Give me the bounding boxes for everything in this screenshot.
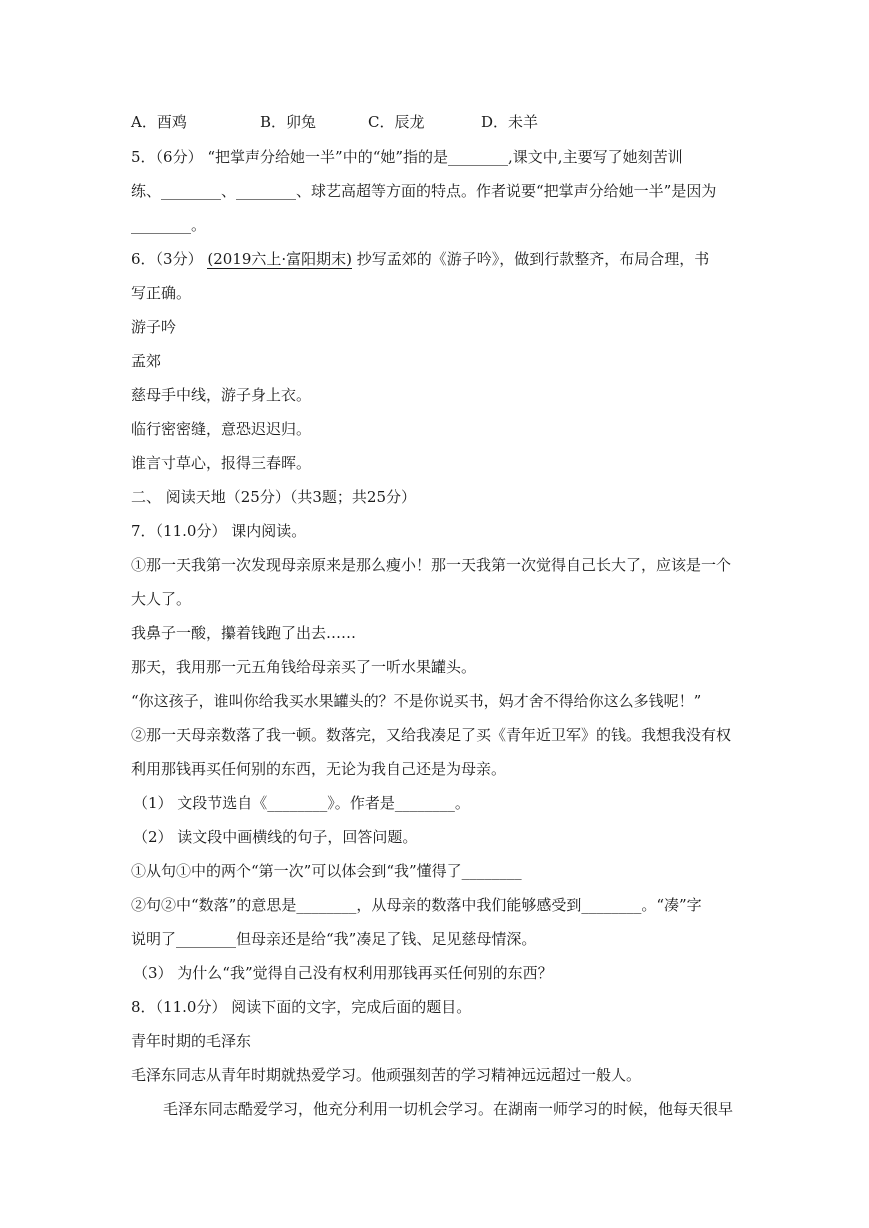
question-6-source-link[interactable]: (2019六上·富阳期末) (207, 250, 353, 268)
question-5-line-2: 练、________、________、球艺高超等方面的特点。作者说要“把掌声分给她一半”是因为 (131, 182, 717, 200)
poem-title: 游子吟 (131, 318, 177, 336)
q7-sub-question-2a: ①从句①中的两个“第一次”可以体会到“我”懂得了________ (131, 862, 522, 880)
option-c: C．辰龙 (368, 113, 425, 131)
question-5-line-3: ________。 (131, 216, 207, 234)
q7-sub-question-1: （1） 文段节选自《________》。作者是________。 (133, 794, 470, 812)
q7-passage-p5-line-1: ②那一天母亲数落了我一顿。数落完，又给我凑足了买《青年近卫军》的钱。我想我没有权 (131, 726, 732, 744)
q7-sub-question-2b-line-1: ②句②中“数落”的意思是________，从母亲的数落中我们能够感受到________。“凑”字 (131, 896, 702, 914)
option-b: B．卯兔 (260, 113, 317, 131)
option-d: D．未羊 (481, 113, 539, 131)
q7-passage-p5-line-2: 利用那钱再买任何别的东西，无论为我自己还是为母亲。 (131, 760, 507, 778)
poem-line-1: 慈母手中线，游子身上衣。 (131, 386, 312, 404)
question-5-line-1: 5．（6分） “把掌声分给她一半”中的“她”指的是________,课文中,主要写了她刻苦训 (131, 148, 683, 166)
q7-passage-p4: “你这孩子，谁叫你给我买水果罐头的？不是你说买书，妈才舍不得给你这么多钱呢！” (131, 692, 702, 710)
q7-passage-p1-line-1: ①那一天我第一次发现母亲原来是那么瘦小！那一天我第一次觉得自己长大了，应该是一个 (131, 556, 732, 574)
question-6-prefix: 6．（3分） (131, 250, 208, 268)
question-6-line-1 (131, 248, 709, 270)
q7-sub-question-2b-line-2: 说明了________但母亲还是给“我”凑足了钱、足见慈母情深。 (131, 930, 537, 948)
poem-line-2: 临行密密缝，意恐迟迟归。 (131, 420, 312, 438)
question-6-line-2: 写正确。 (131, 284, 192, 302)
option-a: A．酉鸡 (131, 113, 187, 131)
poem-line-3: 谁言寸草心，报得三春晖。 (131, 454, 312, 472)
poem-author: 孟郊 (131, 352, 162, 370)
section-2-heading: 二、 阅读天地（25分）（共3题；共25分） (131, 488, 416, 506)
question-8-title: 8．（11.0分） 阅读下面的文字，完成后面的题目。 (131, 998, 472, 1016)
q7-passage-p1-line-2: 大人了。 (131, 590, 192, 608)
q7-passage-p3: 那天，我用那一元五角钱给母亲买了一听水果罐头。 (131, 658, 477, 676)
question-6-instruction: 抄写孟郊的《游子吟》，做到行款整齐，布局合理，书 (352, 250, 710, 268)
q8-article-paragraph-1: 毛泽东同志从青年时期就热爱学习。他顽强刻苦的学习精神远远超过一般人。 (131, 1066, 642, 1084)
q7-sub-question-2: （2） 读文段中画横线的句子，回答问题。 (133, 828, 418, 846)
q7-sub-question-3: （3） 为什么“我”觉得自己没有权利用那钱再买任何别的东西？ (133, 964, 553, 982)
q8-article-paragraph-2: 毛泽东同志酷爱学习，他充分利用一切机会学习。在湖南一师学习的时候，他每天很早 (163, 1100, 734, 1118)
answer-options-row (131, 111, 731, 133)
q7-passage-p2: 我鼻子一酸，攥着钱跑了出去…… (131, 624, 357, 642)
question-7-title: 7．（11.0分） 课内阅读。 (131, 522, 307, 540)
q8-article-title: 青年时期的毛泽东 (131, 1032, 252, 1050)
